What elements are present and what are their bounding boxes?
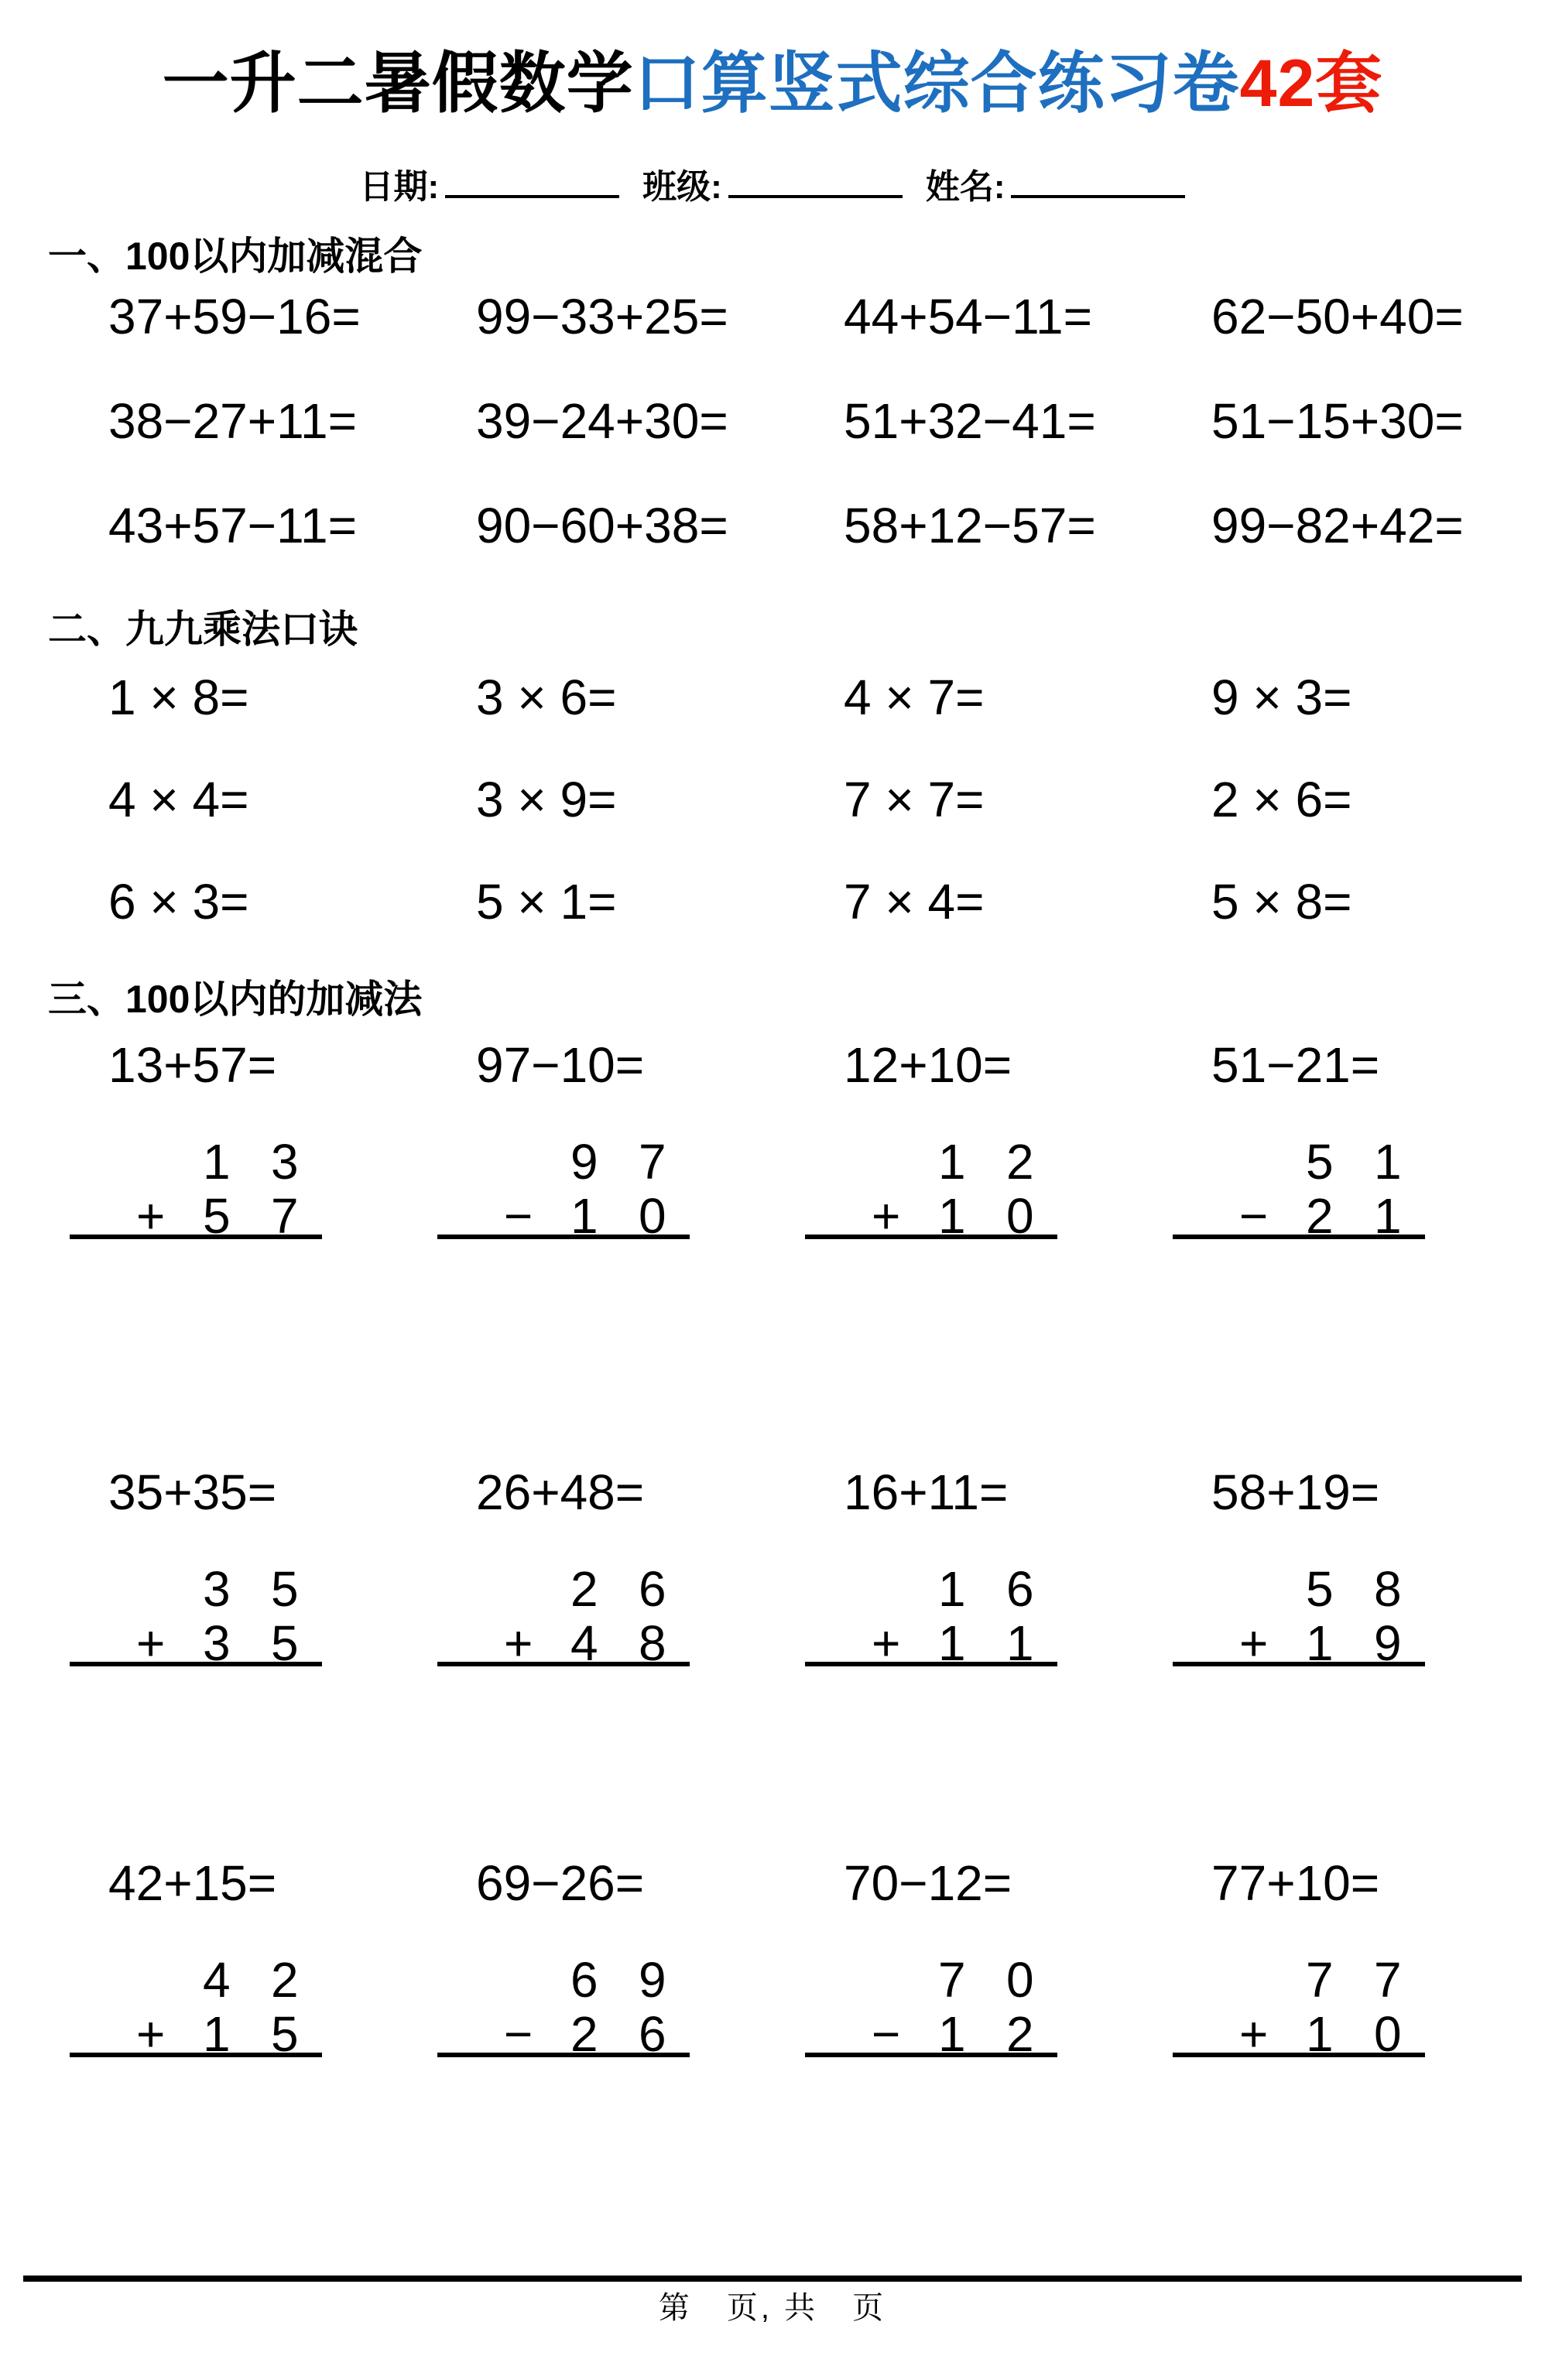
problem-expression: 51−21= <box>1211 1037 1380 1093</box>
problem-expression: 70−12= <box>844 1855 1012 1911</box>
operator-sign: + <box>1239 1615 1269 1671</box>
bottom-ones-digit: 0 <box>1006 1188 1034 1244</box>
bottom-ones-digit: 0 <box>1374 2006 1402 2062</box>
bottom-tens-digit: 1 <box>1306 2006 1334 2062</box>
top-ones-digit: 2 <box>1006 1134 1034 1190</box>
answer-line <box>805 2053 1057 2057</box>
top-tens-digit: 4 <box>203 1952 231 2008</box>
vertical-calculation <box>437 1952 690 2062</box>
top-ones-digit: 8 <box>1374 1561 1402 1617</box>
vertical-problem <box>1211 1038 1545 1465</box>
top-tens-digit: 2 <box>570 1561 598 1617</box>
answer-line <box>437 2053 690 2057</box>
top-tens-digit: 6 <box>570 1952 598 2008</box>
operator-sign: + <box>1239 2006 1269 2062</box>
answer-line <box>805 1662 1057 1666</box>
vertical-calculation <box>70 1952 322 2062</box>
problem-expression: 62−50+40= <box>1211 289 1464 344</box>
bottom-tens-digit: 2 <box>570 2006 598 2062</box>
top-ones-digit: 6 <box>1006 1561 1034 1617</box>
answer-line <box>437 1235 690 1239</box>
student-info-line <box>0 164 1545 207</box>
bottom-tens-digit: 3 <box>203 1615 231 1671</box>
bottom-ones-digit: 8 <box>639 1615 666 1671</box>
problem-expression: 97−10= <box>476 1037 645 1093</box>
vertical-problem <box>844 1038 1211 1465</box>
top-ones-digit: 0 <box>1006 1952 1034 2008</box>
bottom-tens-digit: 1 <box>570 1188 598 1244</box>
vertical-calculation <box>805 1134 1057 1244</box>
bottom-tens-digit: 4 <box>570 1615 598 1671</box>
operator-sign: + <box>136 2006 166 2062</box>
problem-expression: 2 × 6= <box>1211 772 1352 827</box>
problem-expression: 99−82+42= <box>1211 498 1464 553</box>
operator-sign: + <box>136 1188 166 1244</box>
vertical-problem <box>1211 1855 1545 2062</box>
section3-problem-grid <box>108 1037 1545 2062</box>
title-part-red: 42套 <box>1239 46 1383 121</box>
vertical-problem <box>476 1855 844 2062</box>
vertical-problem <box>108 1038 476 1465</box>
vertical-calculation <box>437 1561 690 1671</box>
operator-sign: + <box>872 1615 901 1671</box>
operator-sign: + <box>504 1615 533 1671</box>
vertical-calculation <box>70 1134 322 1244</box>
vertical-problem <box>108 1465 476 1856</box>
bottom-tens-digit: 1 <box>938 2006 966 2062</box>
bottom-ones-digit: 2 <box>1006 2006 1034 2062</box>
operator-sign: − <box>1239 1188 1269 1244</box>
problem-expression: 44+54−11= <box>844 289 1092 344</box>
vertical-problem <box>844 1465 1211 1856</box>
problem-expression: 26+48= <box>476 1464 645 1520</box>
bottom-ones-digit: 6 <box>639 2006 666 2062</box>
vertical-problem <box>1211 1465 1545 1856</box>
top-tens-digit: 1 <box>203 1134 231 1190</box>
bottom-tens-digit: 1 <box>938 1615 966 1671</box>
footer-divider <box>23 2276 1522 2282</box>
problem-expression: 77+10= <box>1211 1855 1380 1911</box>
problem-expression: 1 × 8= <box>108 669 249 725</box>
problem-expression: 43+57−11= <box>108 498 357 553</box>
problem-expression: 51+32−41= <box>844 393 1096 449</box>
operator-sign: − <box>504 1188 533 1244</box>
bottom-tens-digit: 1 <box>203 2006 231 2062</box>
answer-line <box>805 1235 1057 1239</box>
bottom-tens-digit: 5 <box>203 1188 231 1244</box>
problem-expression: 4 × 4= <box>108 772 249 827</box>
problem-expression: 12+10= <box>844 1037 1012 1093</box>
problem-expression: 69−26= <box>476 1855 645 1911</box>
answer-line <box>1173 2053 1425 2057</box>
answer-line <box>1173 1662 1425 1666</box>
top-ones-digit: 2 <box>271 1952 299 2008</box>
top-ones-digit: 7 <box>1374 1952 1402 2008</box>
answer-line <box>70 1662 322 1666</box>
problem-expression: 3 × 9= <box>476 772 617 827</box>
problem-expression: 42+15= <box>108 1855 277 1911</box>
vertical-problem <box>108 1855 476 2062</box>
name-label: 姓名: <box>925 168 1005 206</box>
bottom-ones-digit: 1 <box>1374 1188 1402 1244</box>
date-blank <box>445 164 619 198</box>
bottom-tens-digit: 2 <box>1306 1188 1334 1244</box>
bottom-ones-digit: 5 <box>271 2006 299 2062</box>
vertical-calculation <box>1173 1561 1425 1671</box>
vertical-calculation <box>805 1952 1057 2062</box>
top-ones-digit: 3 <box>271 1134 299 1190</box>
top-ones-digit: 6 <box>639 1561 666 1617</box>
problem-expression: 35+35= <box>108 1464 277 1520</box>
answer-line <box>437 1662 690 1666</box>
title-part-blue: 口算竖式综合练习卷 <box>633 46 1240 121</box>
section1-problem-grid <box>108 289 1545 603</box>
top-tens-digit: 5 <box>1306 1134 1334 1190</box>
section2-heading: 二、九九乘法口诀 <box>48 608 358 651</box>
vertical-problem <box>476 1465 844 1856</box>
problem-expression: 13+57= <box>108 1037 277 1093</box>
bottom-tens-digit: 1 <box>938 1188 966 1244</box>
problem-expression: 9 × 3= <box>1211 669 1352 725</box>
problem-expression: 5 × 1= <box>476 874 617 930</box>
top-ones-digit: 1 <box>1374 1134 1402 1190</box>
vertical-calculation <box>1173 1134 1425 1244</box>
problem-expression: 4 × 7= <box>844 669 985 725</box>
top-tens-digit: 9 <box>570 1134 598 1190</box>
top-ones-digit: 9 <box>639 1952 666 2008</box>
vertical-calculation <box>70 1561 322 1671</box>
problem-expression: 38−27+11= <box>108 393 357 449</box>
top-tens-digit: 5 <box>1306 1561 1334 1617</box>
problem-expression: 3 × 6= <box>476 669 617 725</box>
name-blank <box>1011 164 1185 198</box>
problem-expression: 37+59−16= <box>108 289 361 344</box>
top-tens-digit: 7 <box>1306 1952 1334 2008</box>
problem-expression: 16+11= <box>844 1464 1009 1520</box>
bottom-ones-digit: 7 <box>271 1188 299 1244</box>
bottom-ones-digit: 0 <box>639 1188 666 1244</box>
class-label: 班级: <box>642 168 722 206</box>
problem-expression: 6 × 3= <box>108 874 249 930</box>
operator-sign: + <box>136 1615 166 1671</box>
date-label: 日期: <box>359 168 440 206</box>
class-blank <box>728 164 903 198</box>
bottom-ones-digit: 1 <box>1006 1615 1034 1671</box>
title-part-black: 一升二暑假数学 <box>162 46 634 121</box>
top-ones-digit: 5 <box>271 1561 299 1617</box>
top-tens-digit: 1 <box>938 1561 966 1617</box>
operator-sign: − <box>872 2006 901 2062</box>
problem-expression: 5 × 8= <box>1211 874 1352 930</box>
operator-sign: + <box>872 1188 901 1244</box>
problem-expression: 90−60+38= <box>476 498 728 553</box>
top-tens-digit: 1 <box>938 1134 966 1190</box>
problem-expression: 39−24+30= <box>476 393 728 449</box>
bottom-tens-digit: 1 <box>1306 1615 1334 1671</box>
vertical-problem <box>476 1038 844 1465</box>
section2-problem-grid <box>108 670 1545 977</box>
answer-line <box>70 2053 322 2057</box>
bottom-ones-digit: 9 <box>1374 1615 1402 1671</box>
operator-sign: − <box>504 2006 533 2062</box>
page-title <box>0 45 1545 122</box>
problem-expression: 51−15+30= <box>1211 393 1464 449</box>
vertical-calculation <box>805 1561 1057 1671</box>
problem-expression: 7 × 4= <box>844 874 985 930</box>
page-number-footer: 第 页, 共 页 <box>658 2291 887 2325</box>
bottom-ones-digit: 5 <box>271 1615 299 1671</box>
answer-line <box>1173 1235 1425 1239</box>
problem-expression: 58+19= <box>1211 1464 1380 1520</box>
vertical-calculation <box>1173 1952 1425 2062</box>
section1-heading: 一、100以内加减混合 <box>48 235 423 278</box>
problem-expression: 58+12−57= <box>844 498 1096 553</box>
section3-heading: 三、100以内的加减法 <box>48 978 423 1021</box>
top-tens-digit: 7 <box>938 1952 966 2008</box>
vertical-problem <box>844 1855 1211 2062</box>
vertical-calculation <box>437 1134 690 1244</box>
problem-expression: 99−33+25= <box>476 289 728 344</box>
top-ones-digit: 7 <box>639 1134 666 1190</box>
problem-expression: 7 × 7= <box>844 772 985 827</box>
answer-line <box>70 1235 322 1239</box>
top-tens-digit: 3 <box>203 1561 231 1617</box>
